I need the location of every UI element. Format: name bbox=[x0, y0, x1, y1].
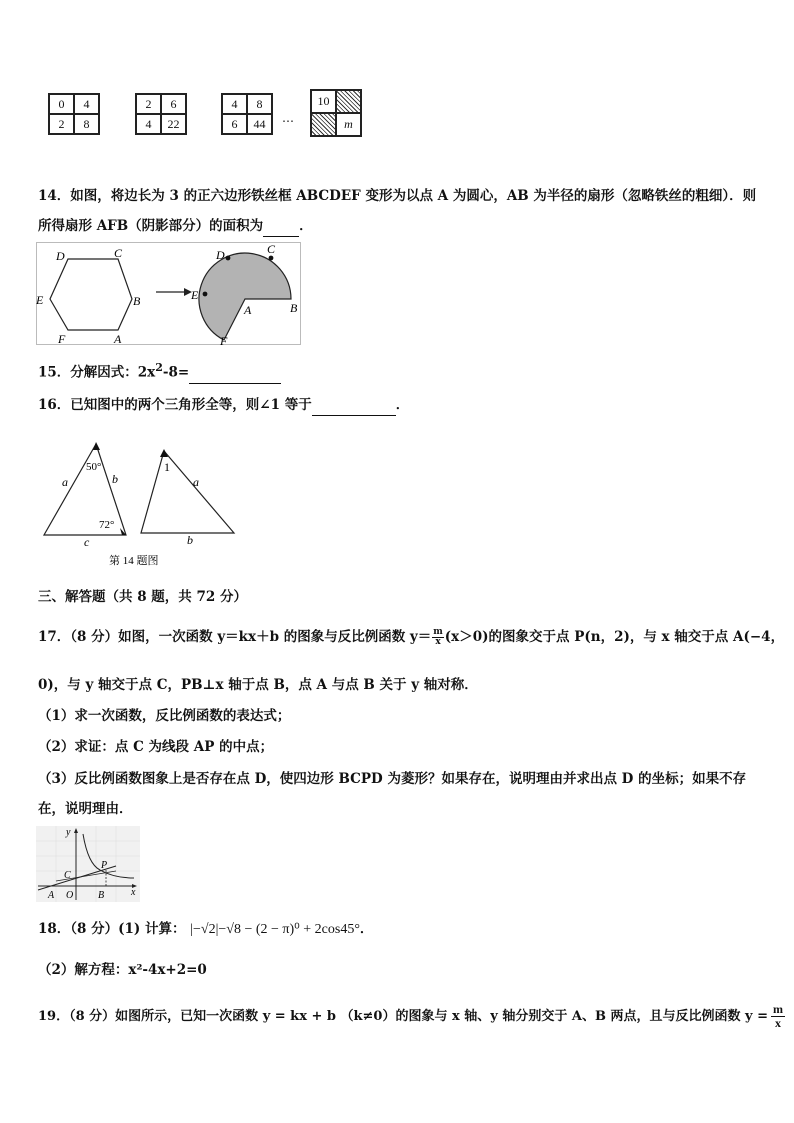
hatched-cell bbox=[311, 113, 336, 136]
q19-line1 bbox=[38, 1003, 785, 1030]
q17-line1-a: 17．（8 分）如图，一次函数 y＝kx＋b 的图象与反比例函数 y＝ bbox=[38, 629, 432, 645]
q18-line2: （2）解方程：x²-4x+2=0 bbox=[38, 962, 207, 978]
cell: 2 bbox=[49, 114, 74, 134]
q17-line1 bbox=[38, 627, 784, 647]
point-c bbox=[269, 256, 274, 261]
q17-line1-b: (x＞0)的图象交于点 P(n，2)，与 x 轴交于点 A(−4， bbox=[444, 629, 785, 645]
hexagon bbox=[50, 259, 132, 330]
tri1-top-mark bbox=[93, 442, 100, 450]
triangle-2 bbox=[141, 451, 234, 533]
sector-label-d: D bbox=[216, 248, 225, 262]
tri1-angle-top: 50° bbox=[86, 461, 102, 473]
q14-line2-text: 所得扇形 AFB（阴影部分）的面积为 bbox=[38, 218, 264, 234]
frac-num: m bbox=[772, 1002, 783, 1016]
pattern-box-4 bbox=[310, 89, 362, 137]
sector-label-f: F bbox=[220, 334, 228, 346]
figure-caption: 第 14 题图 bbox=[109, 555, 159, 567]
q16-end: ． bbox=[395, 397, 410, 413]
q15-suffix: -8= bbox=[162, 364, 190, 381]
q17-sub1: （1）求一次函数，反比例函数的表达式； bbox=[38, 708, 291, 724]
q18-line1 bbox=[38, 919, 373, 940]
cell: 10 bbox=[311, 90, 336, 113]
q14-figure bbox=[36, 242, 302, 346]
cell: 0 bbox=[49, 94, 74, 114]
cell: 8 bbox=[74, 114, 99, 134]
answer-blank[interactable] bbox=[263, 216, 299, 237]
cell: 6 bbox=[222, 114, 247, 134]
q17-fraction bbox=[432, 628, 444, 647]
pattern-ellipsis: … bbox=[282, 111, 294, 125]
hex-label-d: D bbox=[56, 249, 65, 263]
q16-text: 16．已知图中的两个三角形全等，则∠1 等于 bbox=[38, 397, 312, 413]
sector-label-b: B bbox=[290, 301, 298, 315]
graph-label-b: B bbox=[98, 890, 105, 901]
hex-label-a: A bbox=[114, 332, 122, 346]
cell: 4 bbox=[136, 114, 161, 134]
q17-sub3-line1: （3）反比例函数图象上是否存在点 D，使四边形 BCPD 为菱形？如果存在，说明理由并求出点 D 的坐标；如果不存 bbox=[38, 771, 747, 787]
cell: m bbox=[336, 113, 361, 136]
tri1-label-a: a bbox=[62, 475, 68, 489]
hex-label-e: E bbox=[36, 293, 44, 307]
hex-label-c: C bbox=[114, 246, 123, 260]
tri2-label-a: a bbox=[193, 475, 199, 489]
q14-line2 bbox=[38, 216, 313, 237]
sector-label-e: E bbox=[191, 288, 199, 302]
q18-line1-a: 18．（8 分）(1) 计算： bbox=[38, 921, 186, 937]
frac-den: x bbox=[435, 637, 441, 647]
q19-text: 19．（8 分）如图所示，已知一次函数 y = kx + b （k≠0）的图象与 x 轴、y 轴分别交于 A、B 两点，且与反比例函数 y = bbox=[38, 1009, 768, 1024]
pattern-box-3 bbox=[221, 93, 273, 135]
tri1-angle-right: 72° bbox=[99, 519, 115, 531]
frac-num: m bbox=[433, 627, 443, 637]
pattern-box-2 bbox=[135, 93, 187, 135]
tri2-label-b: b bbox=[187, 533, 193, 547]
q17-graph bbox=[36, 826, 140, 902]
frac-den: x bbox=[774, 1016, 781, 1030]
sector-shaded bbox=[199, 253, 291, 340]
q14-line1: 14．如图，将边长为 3 的正六边形铁丝框 ABCDEF 变形为以点 A 为圆心，AB 为半径的扇形（忽略铁丝的粗细）．则 bbox=[38, 188, 757, 204]
tri1-label-c: c bbox=[84, 535, 90, 549]
hex-label-b: B bbox=[133, 294, 141, 308]
graph-label-o: O bbox=[66, 890, 74, 901]
cell: 4 bbox=[74, 94, 99, 114]
section-3-heading: 三、解答题（共 8 题，共 72 分） bbox=[38, 589, 247, 605]
graph-label-c: C bbox=[64, 870, 71, 881]
cell: 44 bbox=[247, 114, 272, 134]
answer-blank[interactable] bbox=[312, 395, 396, 416]
cell: 6 bbox=[161, 94, 186, 114]
graph-label-a: A bbox=[48, 890, 55, 901]
q17-sub2: （2）求证：点 C 为线段 AP 的中点； bbox=[38, 739, 274, 755]
q19-fraction bbox=[771, 1003, 785, 1030]
hatched-cell bbox=[336, 90, 361, 113]
tri2-angle-1: 1 bbox=[164, 460, 170, 474]
cell: 4 bbox=[222, 94, 247, 114]
q17-sub3-line2: 在，说明理由． bbox=[38, 801, 133, 817]
cell: 2 bbox=[136, 94, 161, 114]
sector-label-a: A bbox=[244, 303, 252, 317]
point-d bbox=[226, 256, 231, 261]
hex-label-f: F bbox=[58, 332, 66, 346]
q18-expression: |−√2|−√8 − (2 − π)⁰ + 2cos45° bbox=[190, 922, 360, 937]
q14-line2-end: ． bbox=[299, 218, 313, 234]
cell: 8 bbox=[247, 94, 272, 114]
q16 bbox=[38, 395, 409, 416]
q15-sup: 2 bbox=[155, 361, 163, 374]
point-e bbox=[203, 292, 208, 297]
q15-prefix: 15．分解因式：2x bbox=[38, 364, 156, 381]
cell: 22 bbox=[161, 114, 186, 134]
q15 bbox=[38, 358, 281, 384]
q17-line2: 0)，与 y 轴交于点 C，PB⊥x 轴于点 B，点 A 与点 B 关于 y 轴对称． bbox=[38, 677, 478, 693]
pattern-box-1 bbox=[48, 93, 100, 135]
graph-label-p: P bbox=[101, 860, 108, 871]
q18-line1-end: ． bbox=[359, 921, 374, 937]
sector-label-c: C bbox=[267, 242, 276, 256]
graph-label-y: y bbox=[66, 827, 71, 838]
graph-label-x: x bbox=[131, 887, 136, 898]
answer-blank[interactable] bbox=[189, 363, 281, 384]
q16-figure bbox=[38, 438, 243, 570]
tri2-top-mark bbox=[160, 449, 168, 457]
tri1-label-b: b bbox=[112, 472, 118, 486]
